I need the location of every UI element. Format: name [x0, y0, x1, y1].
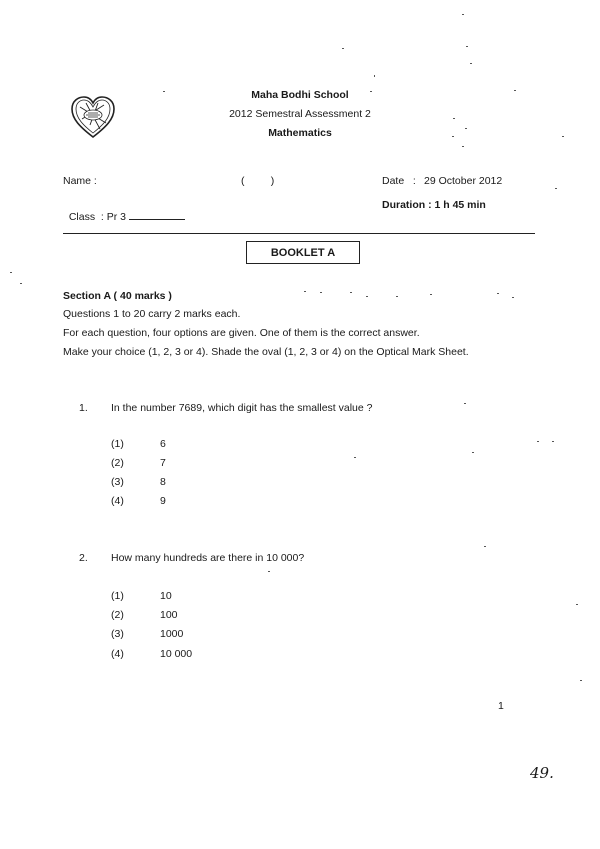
option-value: 1000 — [160, 628, 184, 640]
date-value: 29 October 2012 — [424, 175, 503, 187]
question-number: 2. — [79, 552, 88, 564]
class-blank-line — [129, 212, 185, 220]
option-value: 8 — [160, 476, 166, 488]
booklet-title: BOOKLET A — [246, 241, 360, 264]
option-value: 100 — [160, 609, 178, 621]
option-value: 10 — [160, 590, 172, 602]
class-label: Class : Pr 3 — [68, 211, 127, 223]
option-value: 7 — [160, 457, 166, 469]
option-value: 9 — [160, 495, 166, 507]
instruction-line: Make your choice (1, 2, 3 or 4). Shade the oval (1, 2, 3 or 4) on the Optical Mark Sheet. — [63, 346, 469, 358]
subject-title: Mathematics — [268, 127, 332, 139]
option-label: (3) — [111, 476, 124, 488]
question-text: In the number 7689, which digit has the smallest value ? — [111, 402, 373, 414]
duration: Duration : 1 h 45 min — [382, 199, 486, 211]
assessment-title: 2012 Semestral Assessment 2 — [229, 108, 371, 120]
date-label: Date : — [382, 175, 416, 187]
option-label: (2) — [111, 609, 124, 621]
instruction-line: For each question, four options are given. One of them is the correct answer. — [63, 327, 420, 339]
name-label: Name : — [63, 175, 97, 187]
option-label: (4) — [111, 495, 124, 507]
option-value: 6 — [160, 438, 166, 450]
section-title: Section A ( 40 marks ) — [63, 290, 172, 302]
option-label: (1) — [111, 590, 124, 602]
divider-line — [63, 233, 535, 234]
question-text: How many hundreds are there in 10 000? — [111, 552, 305, 564]
school-name: Maha Bodhi School — [251, 89, 349, 101]
option-value: 10 000 — [160, 648, 193, 660]
question-number: 1. — [79, 402, 88, 414]
handwritten-mark: 49. — [530, 764, 554, 782]
class-row — [63, 199, 185, 223]
register-number-parens: ( ) — [241, 175, 275, 187]
option-label: (1) — [111, 438, 124, 450]
option-label: (4) — [111, 648, 124, 660]
option-label: (2) — [111, 457, 124, 469]
instruction-line: Questions 1 to 20 carry 2 marks each. — [63, 308, 241, 320]
page-number: 1 — [498, 700, 504, 712]
option-label: (3) — [111, 628, 124, 640]
